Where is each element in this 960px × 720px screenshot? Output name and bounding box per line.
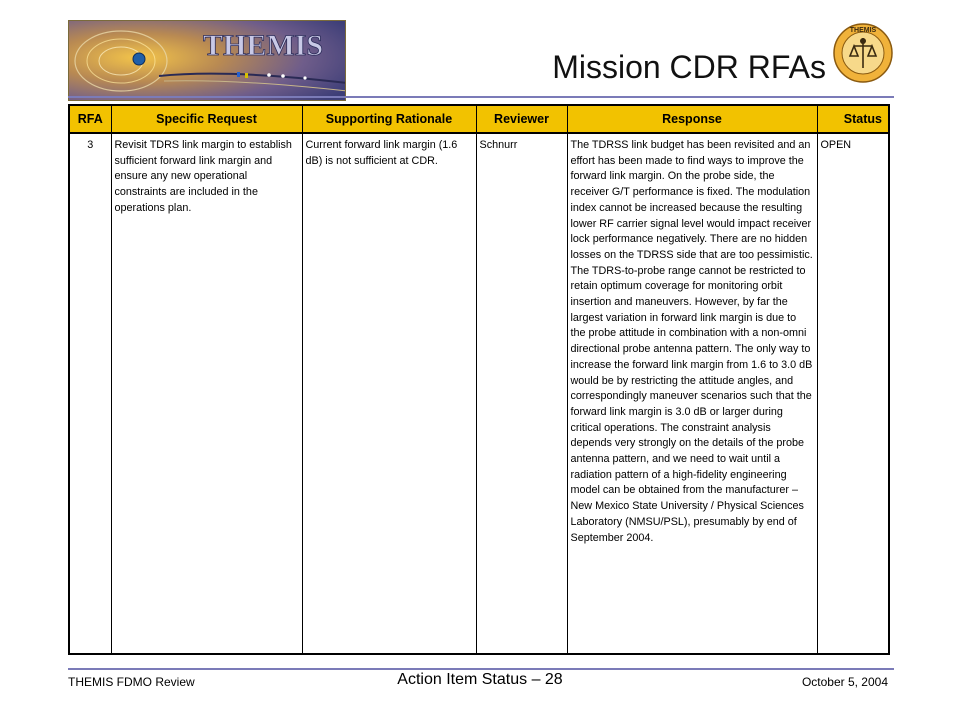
cell-response: The TDRSS link budget has been revisited and an effort has been made to find ways to improve the forward link margin. On the probe side, the receiver G/T performance is fixed. The modulation index cannot be increased because the resulting lower RF carrier signal level would impact receiver lock performance negatively. There are no hidden losses on the TDRSS side that are too pessimistic. The TDRS-to-probe range cannot be restricted to retain optimum coverage for monitoring orbit insertion and maneuvers. However, by far the largest variation in forward link margin is due to the probe attitude in combination with a non-omni directional probe antenna pattern. The only way to increase the forward link margin from 1.6 to 3.0 dB would be by restricting the attitude angles, and correspondingly maneuver scenarios such that the forward link margin is 3.0 dB or larger during critical operations. The constraint analysis depends very strongly on the details of the probe antenna pattern, and we need to wait until a radiation pattern of a high-fidelity engineering model can be obtained from the manufacturer – New Mexico State University / Physical Sciences Laboratory (NMSU/PSL), presumably by end of September 2004. bbox=[567, 133, 817, 654]
logo-wordmark: THEMIS bbox=[203, 29, 324, 62]
cell-rfa-number: 3 bbox=[69, 133, 111, 654]
cell-specific-request: Revisit TDRS link margin to establish sufficient forward link margin and ensure any new operational constraints are included in the operations plan. bbox=[111, 133, 302, 654]
footer-date: October 5, 2004 bbox=[801, 675, 888, 689]
column-header-response: Response bbox=[567, 105, 817, 133]
column-header-reviewer: Reviewer bbox=[476, 105, 567, 133]
column-header-supporting-rationale: Supporting Rationale bbox=[302, 105, 476, 133]
table-header-row bbox=[69, 105, 889, 133]
themis-logo-banner bbox=[68, 20, 346, 101]
cell-reviewer: Schnurr bbox=[476, 133, 567, 654]
footer-slide-label: Action Item Status – 28 bbox=[397, 671, 563, 688]
header-divider bbox=[68, 96, 894, 98]
footer-review-name: THEMIS FDMO Review bbox=[68, 675, 195, 689]
column-header-rfa: RFA bbox=[69, 105, 111, 133]
rfa-table bbox=[68, 104, 890, 655]
seal-text: THEMIS bbox=[849, 27, 877, 34]
cell-supporting-rationale: Current forward link margin (1.6 dB) is not sufficient at CDR. bbox=[302, 133, 476, 654]
page-title: Mission CDR RFAs bbox=[552, 49, 826, 85]
themis-seal-icon bbox=[832, 22, 894, 84]
themis-logo-graphic bbox=[69, 21, 346, 101]
column-header-status: Status bbox=[817, 105, 889, 133]
table-row bbox=[69, 133, 889, 654]
cell-status: OPEN bbox=[817, 133, 889, 654]
footer-divider bbox=[68, 668, 894, 670]
column-header-specific-request: Specific Request bbox=[111, 105, 302, 133]
